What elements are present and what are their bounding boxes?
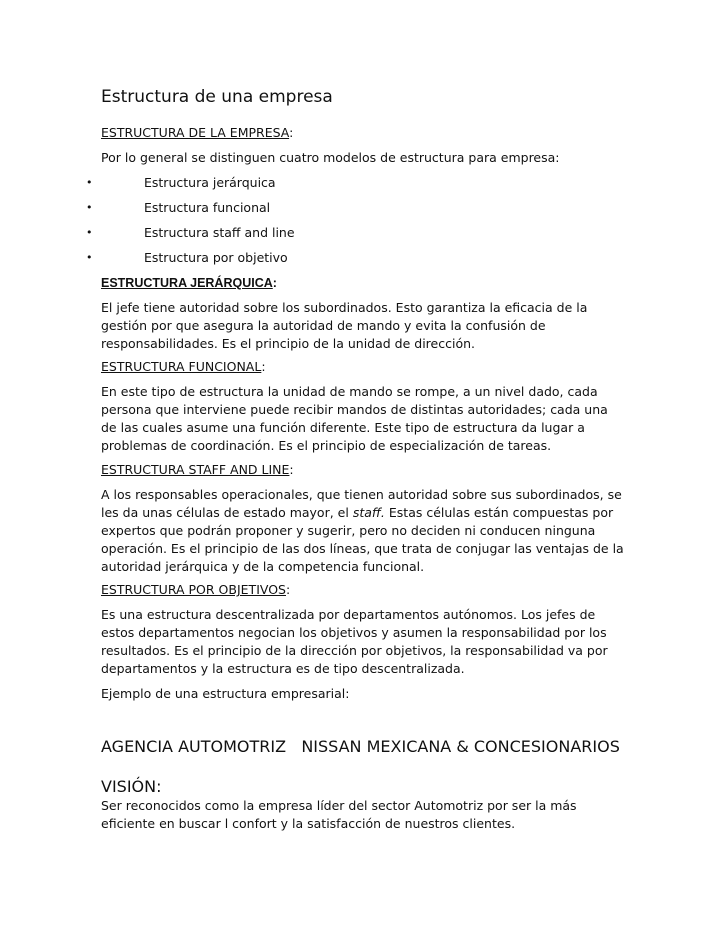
heading-agencia xyxy=(101,736,661,758)
paragraph-objetivos: Es una estructura descentralizada por departamentos autónomos. Los jefes de estos departamentos negocian los objetivos y asumen la responsabilidad por los resultados. Es el principio de la dirección por objetivos, la responsabilidad va por departamentos y la estructura es de tipo descentralizada. xyxy=(101,607,608,676)
heading-objetivos xyxy=(101,581,625,599)
list-item-label: Estructura funcional xyxy=(144,200,271,215)
paragraph-part: Estas células están compuestas por expertos que podrán proponer y sugerir, pero no deciden ni conducen ninguna operación. Es el principio de las dos líneas, que trata de conjugar las ventajas de la autoridad jerárquica y de la competencia funcional. xyxy=(101,505,624,574)
bullet-icon: • xyxy=(86,226,93,239)
list-item-label: Estructura por objetivo xyxy=(144,250,288,265)
heading-text: ESTRUCTURA DE LA EMPRESA xyxy=(101,125,290,140)
paragraph-ejemplo: Ejemplo de una estructura empresarial: xyxy=(101,686,350,701)
list-item-label: Estructura jerárquica xyxy=(144,175,276,190)
heading-jerarquica xyxy=(101,274,625,292)
emphasis-staff: staff. xyxy=(352,505,385,520)
heading-funcional xyxy=(101,358,625,376)
heading-estructura-empresa xyxy=(101,124,625,142)
heading-colon: : xyxy=(285,582,291,597)
list-item xyxy=(0,172,728,194)
list-item xyxy=(0,247,728,269)
paragraph-jerarquica: El jefe tiene autoridad sobre los subordinados. Esto garantiza la eficacia de la gestión por que asegura la autoridad de mando y evita la confusión de responsabilidades. Es el principio de la unidad de dirección. xyxy=(101,300,588,351)
paragraph-vision: Ser reconocidos como la empresa líder del sector Automotriz por ser la más eficiente en buscar l confort y la satisfacción de nuestros clientes. xyxy=(101,798,577,831)
intro-paragraph: Por lo general se distinguen cuatro modelos de estructura para empresa: xyxy=(101,150,560,165)
heading-vision: VISIÓN: xyxy=(101,777,162,796)
paragraph-funcional: En este tipo de estructura la unidad de mando se rompe, a un nivel dado, cada persona que interviene puede recibir mandos de distintas autoridades; cada una de las cuales asume una función diferente. Este tipo de estructura da lugar a problemas de coordinación. Es el principio de especialización de tareas. xyxy=(101,384,608,453)
heading-text: ESTRUCTURA JERÁRQUICA xyxy=(101,276,273,290)
bullet-icon: • xyxy=(86,251,93,264)
heading-colon: : xyxy=(289,125,294,140)
paragraph-part: A los responsables operacionales, que tienen autoridad sobre sus subordinados, se les da unas células de estado mayor, el xyxy=(101,487,622,520)
heading-text: ESTRUCTURA FUNCIONAL xyxy=(101,359,262,374)
bullet-icon: • xyxy=(86,176,93,189)
heading-colon: : xyxy=(289,462,294,477)
paragraph-staff-line xyxy=(101,486,625,576)
document-title: Estructura de una empresa xyxy=(101,87,333,107)
heading-text: ESTRUCTURA POR OBJETIVOS xyxy=(101,582,286,597)
bullet-icon: • xyxy=(86,201,93,214)
heading-colon: : xyxy=(261,359,266,374)
heading-staff-line xyxy=(101,461,625,479)
heading-colon: : xyxy=(272,276,277,290)
heading-text: ESTRUCTURA STAFF AND LINE xyxy=(101,462,290,477)
heading-agencia-text: AGENCIA AUTOMOTRIZ NISSAN MEXICANA & CONCESIONARIOS xyxy=(101,737,620,756)
list-item-label: Estructura staff and line xyxy=(144,225,295,240)
list-item xyxy=(0,197,728,219)
list-item xyxy=(0,222,728,244)
